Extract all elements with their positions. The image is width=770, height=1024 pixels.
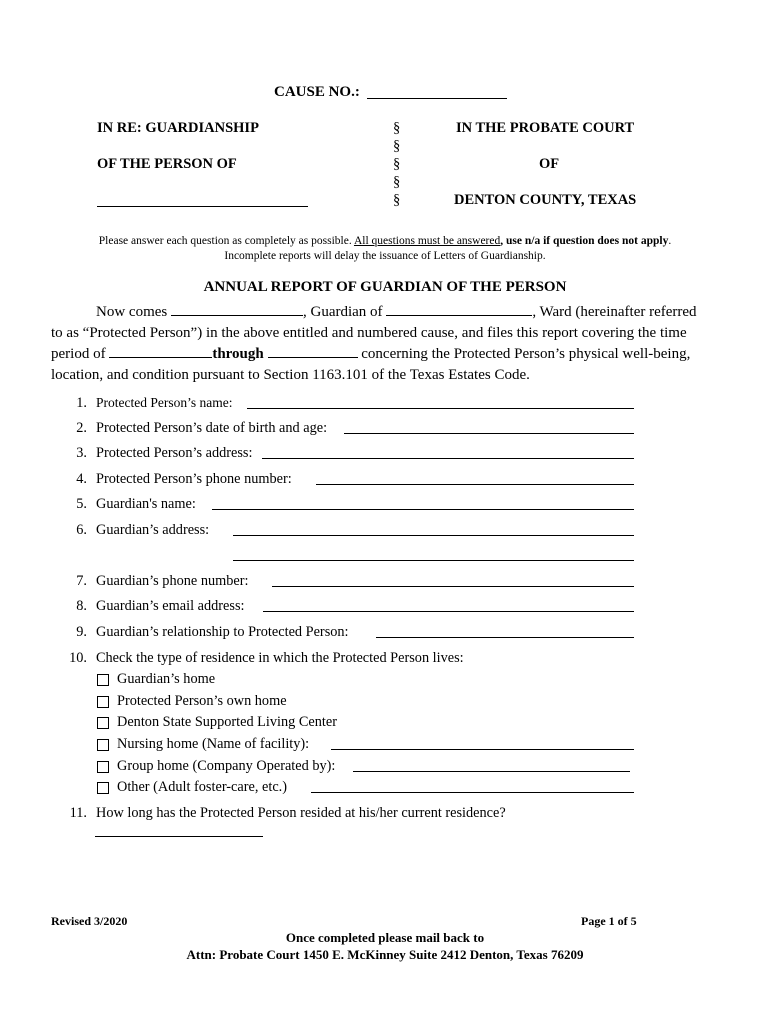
cause-number-field[interactable] (367, 98, 507, 99)
question-number: 4. (76, 471, 87, 487)
guardian-address-field[interactable] (233, 535, 634, 536)
question-label: Guardian's name: (96, 496, 196, 512)
cause-number-label: CAUSE NO.: (274, 84, 360, 100)
caption-county: DENTON COUNTY, TEXAS (454, 192, 637, 208)
group-home-operator-field[interactable] (353, 771, 630, 772)
caption-of: OF (539, 156, 560, 172)
question-label: Check the type of residence in which the Protected Person lives: (96, 650, 464, 666)
guardian-name-blank[interactable] (171, 302, 303, 316)
question-label: How long has the Protected Person resided at his/her current residence? (96, 805, 506, 821)
question-number: 10. (69, 650, 87, 666)
residence-option-label: Denton State Supported Living Center (117, 714, 337, 730)
question-number: 5. (76, 496, 87, 512)
guardian-phone-field[interactable] (272, 586, 634, 587)
question-label: Protected Person’s name: (96, 395, 233, 410)
residence-option-label: Nursing home (Name of facility): (117, 736, 310, 752)
protected-person-name-field[interactable] (247, 408, 634, 409)
ward-name-blank[interactable] (386, 302, 532, 316)
question-number: 2. (76, 420, 87, 436)
residence-checkbox-nursing-home[interactable] (97, 739, 109, 751)
residence-duration-field[interactable] (95, 836, 263, 837)
question-number: 11. (69, 805, 87, 821)
caption-probate-court: IN THE PROBATE COURT (456, 120, 635, 136)
residence-checkbox-living-center[interactable] (97, 717, 109, 729)
form-title: ANNUAL REPORT OF GUARDIAN OF THE PERSON (203, 279, 567, 295)
caption-person-of: OF THE PERSON OF (97, 156, 237, 172)
question-number: 9. (76, 624, 87, 640)
instructions-notice-line2: Incomplete reports will delay the issuance of Letters of Guardianship. (224, 250, 546, 262)
nursing-home-name-field[interactable] (331, 749, 634, 750)
residence-option-label: Protected Person’s own home (117, 693, 287, 709)
revision-date: Revised 3/2020 (51, 914, 128, 928)
residence-option-label: Guardian’s home (117, 671, 216, 687)
mail-instruction: Once completed please mail back to (285, 930, 485, 945)
residence-checkbox-group-home[interactable] (97, 761, 109, 773)
guardian-relationship-field[interactable] (376, 637, 634, 638)
section-symbol: § (393, 192, 401, 208)
other-residence-field[interactable] (311, 792, 634, 793)
ward-name-field[interactable] (97, 206, 308, 207)
question-label: Guardian’s email address: (96, 598, 245, 614)
caption-guardianship: IN RE: GUARDIANSHIP (97, 120, 259, 136)
intro-line-3: period of through concerning the Protected Person’s physical well-being, (51, 346, 691, 362)
residence-checkbox-guardian-home[interactable] (97, 674, 109, 686)
question-label: Protected Person’s date of birth and age: (96, 420, 328, 436)
question-label: Guardian’s phone number: (96, 573, 249, 589)
dob-age-field[interactable] (344, 433, 634, 434)
protected-person-address-field[interactable] (262, 458, 634, 459)
section-symbol: § (393, 120, 401, 136)
question-label: Guardian’s address: (96, 522, 210, 538)
question-number: 8. (76, 598, 87, 614)
question-number: 1. (76, 395, 87, 411)
intro-line-2: to as “Protected Person”) in the above entitled and numbered cause, and files this report covering the time (51, 325, 687, 341)
question-label: Guardian’s relationship to Protected Person: (96, 624, 349, 640)
intro-line-1: Now comes , Guardian of , Ward (hereinafter referred (96, 304, 697, 320)
question-number: 7. (76, 573, 87, 589)
guardian-email-field[interactable] (263, 611, 634, 612)
residence-checkbox-other[interactable] (97, 782, 109, 794)
question-number: 6. (76, 522, 87, 538)
section-symbol: § (393, 174, 401, 190)
instructions-notice: Please answer each question as completely as possible. All questions must be answered, use n/a if question does not apply. (98, 235, 672, 247)
guardian-address-field-line2[interactable] (233, 560, 634, 561)
period-end-blank[interactable] (268, 344, 358, 358)
question-number: 3. (76, 445, 87, 461)
question-label: Protected Person’s phone number: (96, 471, 292, 487)
period-start-blank[interactable] (109, 344, 212, 358)
residence-option-label: Other (Adult foster-care, etc.) (117, 779, 287, 795)
page-number: Page 1 of 5 (581, 914, 637, 928)
protected-person-phone-field[interactable] (316, 484, 634, 485)
mail-address: Attn: Probate Court 1450 E. McKinney Suite 2412 Denton, Texas 76209 (186, 947, 584, 962)
section-symbol: § (393, 138, 401, 154)
residence-checkbox-own-home[interactable] (97, 696, 109, 708)
intro-line-4: location, and condition pursuant to Section 1163.101 of the Texas Estates Code. (51, 367, 530, 383)
guardian-name-field[interactable] (212, 509, 634, 510)
residence-option-label: Group home (Company Operated by): (117, 758, 336, 774)
section-symbol: § (393, 156, 401, 172)
question-label: Protected Person’s address: (96, 445, 253, 461)
